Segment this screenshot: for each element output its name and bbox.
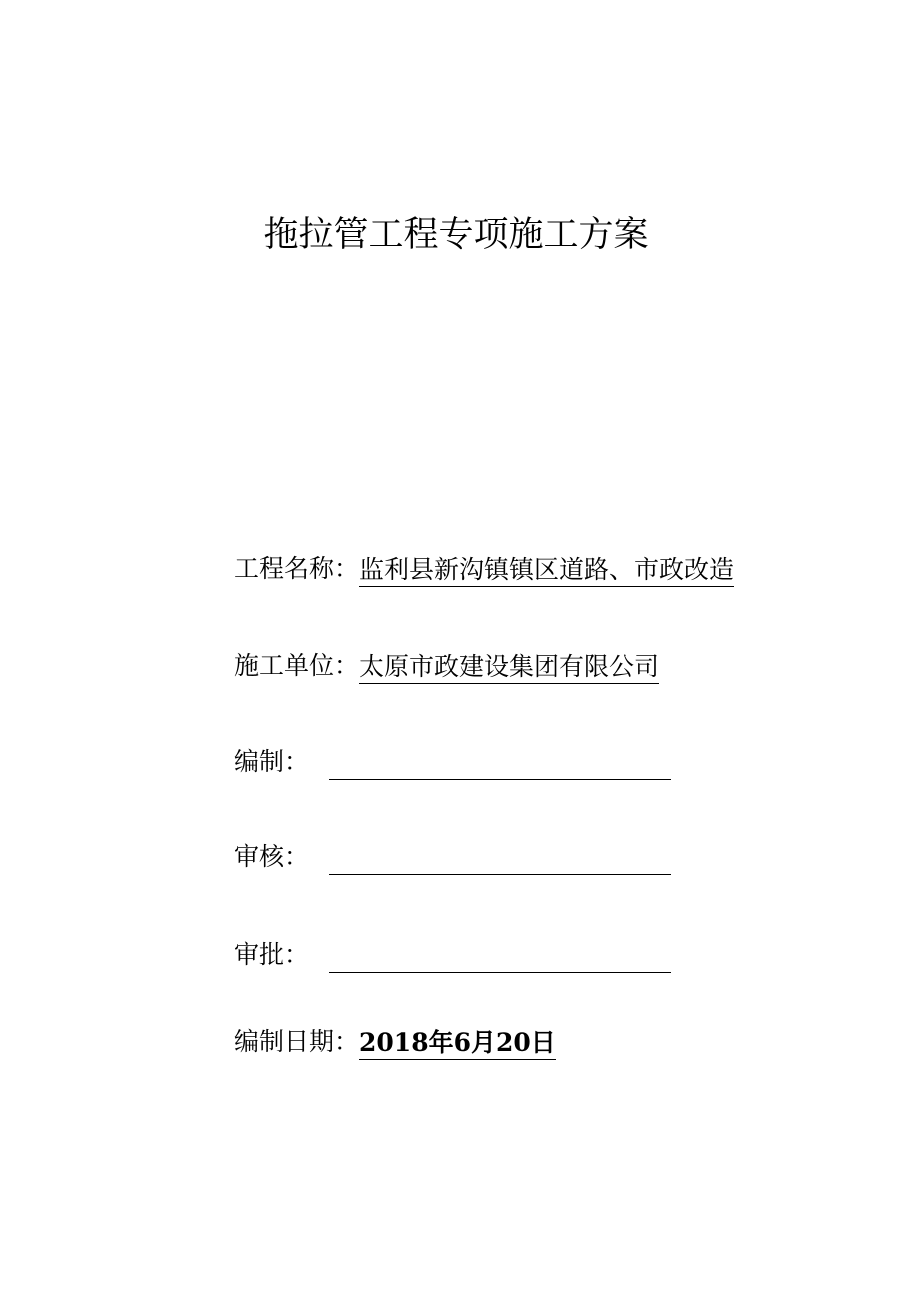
compiled-by-blank-line [329,749,671,780]
compile-date-row [234,1024,556,1060]
contractor-row [234,648,659,684]
compiled-by-label: 编制： [234,747,310,776]
project-name-value: 监利县新沟镇镇区道路、市政改造 [359,554,734,587]
document-title: 拖拉管工程专项施工方案 [263,215,649,255]
contractor-label: 施工单位： [234,651,360,680]
compile-date-value: 2018年6月20日 [359,1027,556,1060]
reviewed-by-row [234,839,671,875]
reviewed-by-blank-line [329,844,671,875]
project-name-row [234,551,734,587]
reviewed-by-label: 审核： [234,842,310,871]
project-name-label: 工程名称： [234,554,360,583]
approved-by-label: 审批： [234,940,310,969]
compile-date-label: 编制日期： [234,1027,360,1056]
approved-by-row [234,937,671,973]
compiled-by-row [234,744,671,780]
approved-by-blank-line [329,942,671,973]
contractor-value: 太原市政建设集团有限公司 [359,651,659,684]
